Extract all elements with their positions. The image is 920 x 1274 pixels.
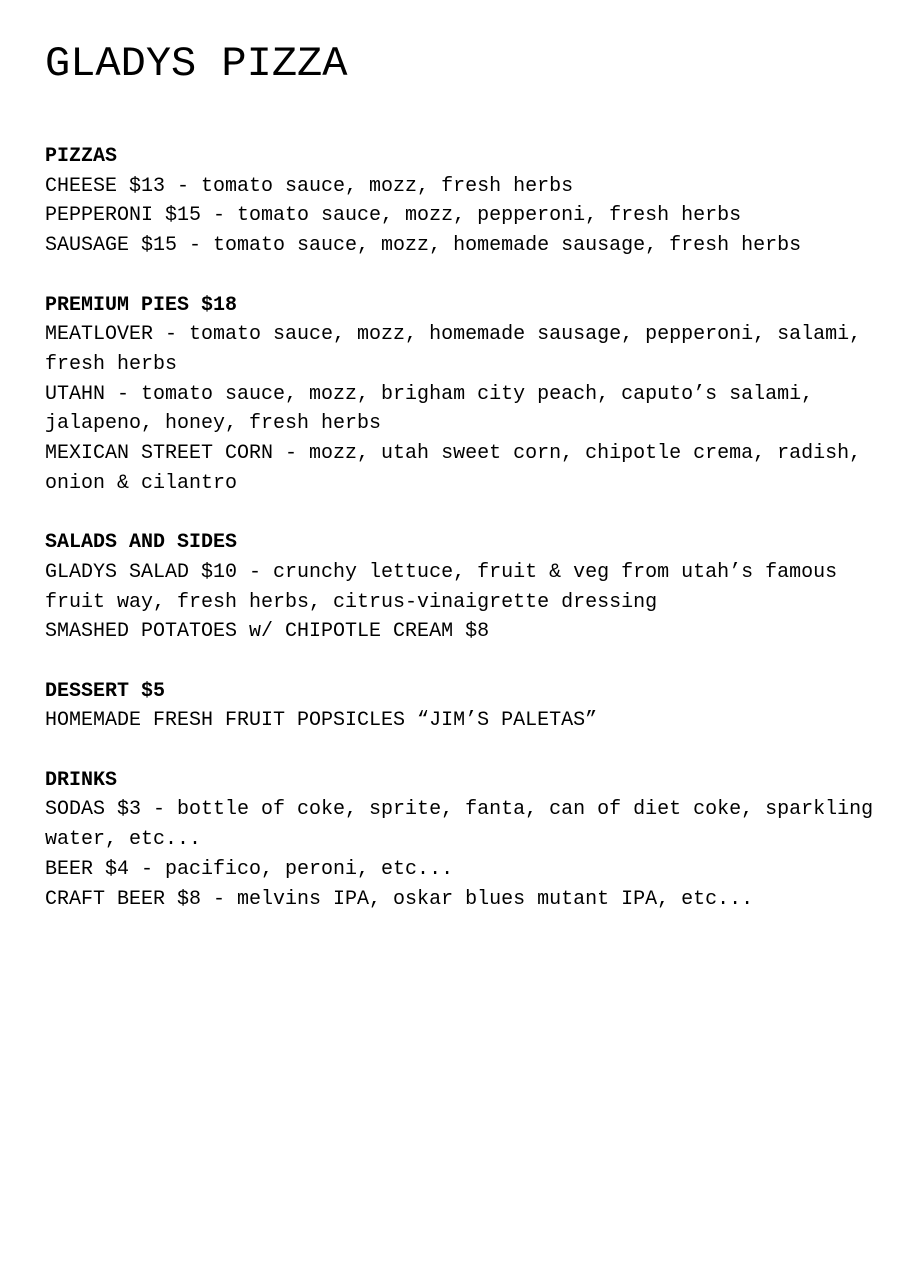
page-title: GLADYS PIZZA xyxy=(45,40,348,88)
section-salads-and-sides xyxy=(45,528,905,647)
menu-item: CHEESE $13 - tomato sauce, mozz, fresh herbs xyxy=(45,174,574,198)
section-header: PIZZAS xyxy=(45,145,118,168)
section-dessert xyxy=(45,677,905,736)
section-header: PREMIUM PIES $18 xyxy=(45,293,238,317)
menu-item: CRAFT BEER $8 - melvins IPA, oskar blues mutant IPA, etc... xyxy=(45,887,754,911)
menu-item: BEER $4 - pacifico, peroni, etc... xyxy=(45,857,454,881)
section-header: SALADS AND SIDES xyxy=(45,531,238,555)
section-pizzas xyxy=(45,142,905,261)
section-header: DESSERT $5 xyxy=(45,679,166,703)
menu-item: GLADYS SALAD $10 - crunchy lettuce, fruit & veg from utah’s famous xyxy=(45,560,838,584)
menu-item: SMASHED POTATOES w/ CHIPOTLE CREAM $8 xyxy=(45,620,490,644)
menu-item: UTAHN - tomato sauce, mozz, brigham city peach, caputo’s salami, xyxy=(45,382,814,406)
menu-item-continued: water, etc... xyxy=(45,828,202,852)
menu-item-continued: fresh herbs xyxy=(45,352,178,376)
menu-item: SAUSAGE $15 - tomato sauce, mozz, homemade sausage, fresh herbs xyxy=(45,234,802,258)
menu-item: PEPPERONI $15 - tomato sauce, mozz, pepperoni, fresh herbs xyxy=(45,204,742,228)
menu-item: MEATLOVER - tomato sauce, mozz, homemade sausage, pepperoni, salami, xyxy=(45,323,862,347)
menu-item-continued: onion & cilantro xyxy=(45,471,238,495)
section-drinks xyxy=(45,766,905,915)
menu-item: SODAS $3 - bottle of coke, sprite, fanta, can of diet coke, sparkling xyxy=(45,798,874,822)
menu-item: MEXICAN STREET CORN - mozz, utah sweet corn, chipotle crema, radish, xyxy=(45,442,862,466)
section-header: DRINKS xyxy=(45,768,118,792)
menu-item: HOMEMADE FRESH FRUIT POPSICLES “JIM’S PALETAS” xyxy=(45,709,598,733)
menu-item-continued: jalapeno, honey, fresh herbs xyxy=(45,412,382,436)
menu-item-continued: fruit way, fresh herbs, citrus-vinaigrette dressing xyxy=(45,590,658,614)
section-premium-pies xyxy=(45,291,905,499)
menu-body xyxy=(45,142,905,944)
